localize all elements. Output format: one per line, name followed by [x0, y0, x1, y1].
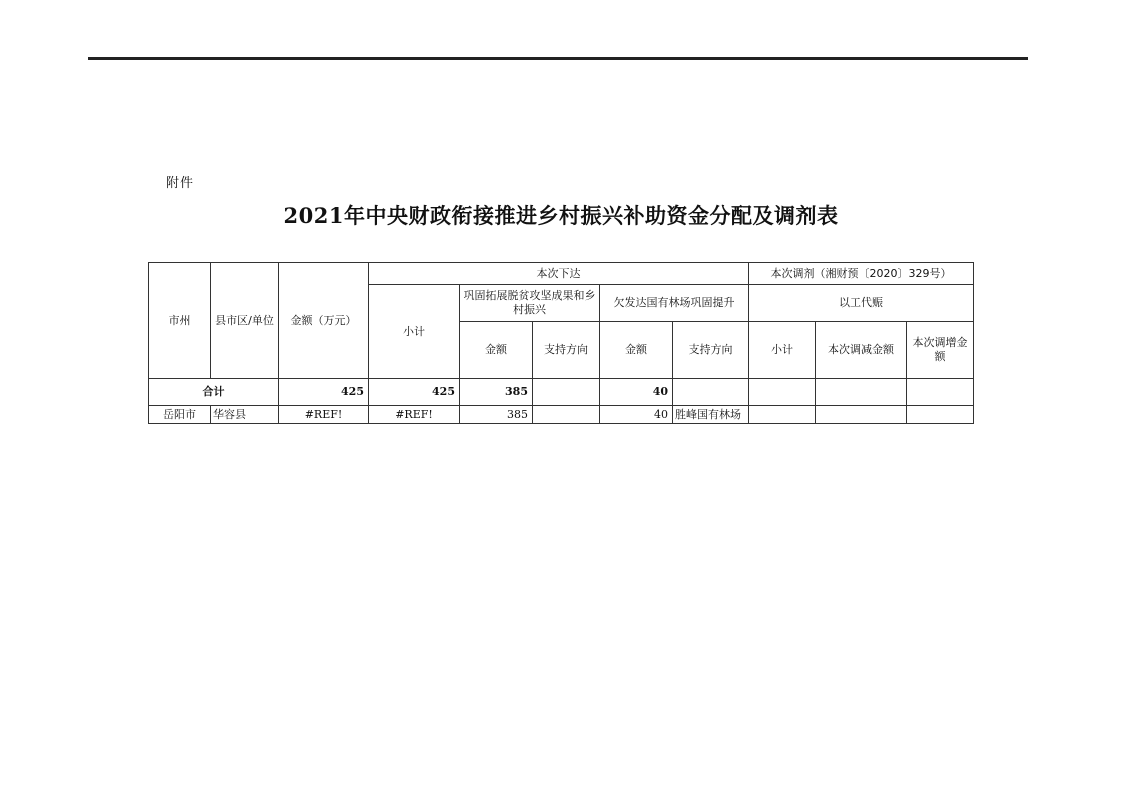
total-b-direction: [673, 379, 749, 406]
header-amount: 金额（万元）: [279, 263, 369, 379]
total-label: 合计: [149, 379, 279, 406]
total-a-direction: [533, 379, 600, 406]
header-this-release: 本次下达: [369, 263, 749, 285]
header-work-relief: 以工代赈: [749, 285, 974, 322]
header-a-direction: 支持方向: [533, 322, 600, 379]
header-b-amount: 金额: [600, 322, 673, 379]
table-row: [149, 406, 974, 424]
row-a-direction: [533, 406, 600, 424]
total-adj-decrease: [816, 379, 907, 406]
header-subtotal: 小计: [369, 285, 460, 379]
header-county: 县市区/单位: [211, 263, 279, 379]
header-b-direction: 支持方向: [673, 322, 749, 379]
total-adj-subtotal: [749, 379, 816, 406]
row-city: 岳阳市: [149, 406, 211, 424]
header-group-b: 欠发达国有林场巩固提升: [600, 285, 749, 322]
header-adj-decrease: 本次调减金额: [816, 322, 907, 379]
document-title: 2021年中央财政衔接推进乡村振兴补助资金分配及调剂表: [283, 203, 839, 228]
header-adj-subtotal: 小计: [749, 322, 816, 379]
header-city: 市州: [149, 263, 211, 379]
row-amount: #REF!: [279, 406, 369, 424]
total-adj-increase: [907, 379, 974, 406]
row-county: 华容县: [211, 406, 279, 424]
total-a-amount: 385: [460, 379, 533, 406]
allocation-table: [148, 262, 974, 424]
total-amount: 425: [279, 379, 369, 406]
row-b-amount: 40: [600, 406, 673, 424]
row-adj-subtotal: [749, 406, 816, 424]
total-row: [149, 379, 974, 406]
row-subtotal: #REF!: [369, 406, 460, 424]
row-a-amount: 385: [460, 406, 533, 424]
header-this-adjust: 本次调剂（湘财预〔2020〕329号）: [749, 263, 974, 285]
total-subtotal: 425: [369, 379, 460, 406]
row-b-direction: 胜峰国有林场: [673, 406, 749, 424]
top-rule: [88, 57, 1028, 60]
row-adj-increase: [907, 406, 974, 424]
header-a-amount: 金额: [460, 322, 533, 379]
total-b-amount: 40: [600, 379, 673, 406]
header-row-1: [149, 263, 974, 285]
attachment-label: 附件: [166, 176, 195, 191]
header-group-a: 巩固拓展脱贫攻坚成果和乡村振兴: [460, 285, 600, 322]
header-adj-increase: 本次调增金额: [907, 322, 974, 379]
row-adj-decrease: [816, 406, 907, 424]
